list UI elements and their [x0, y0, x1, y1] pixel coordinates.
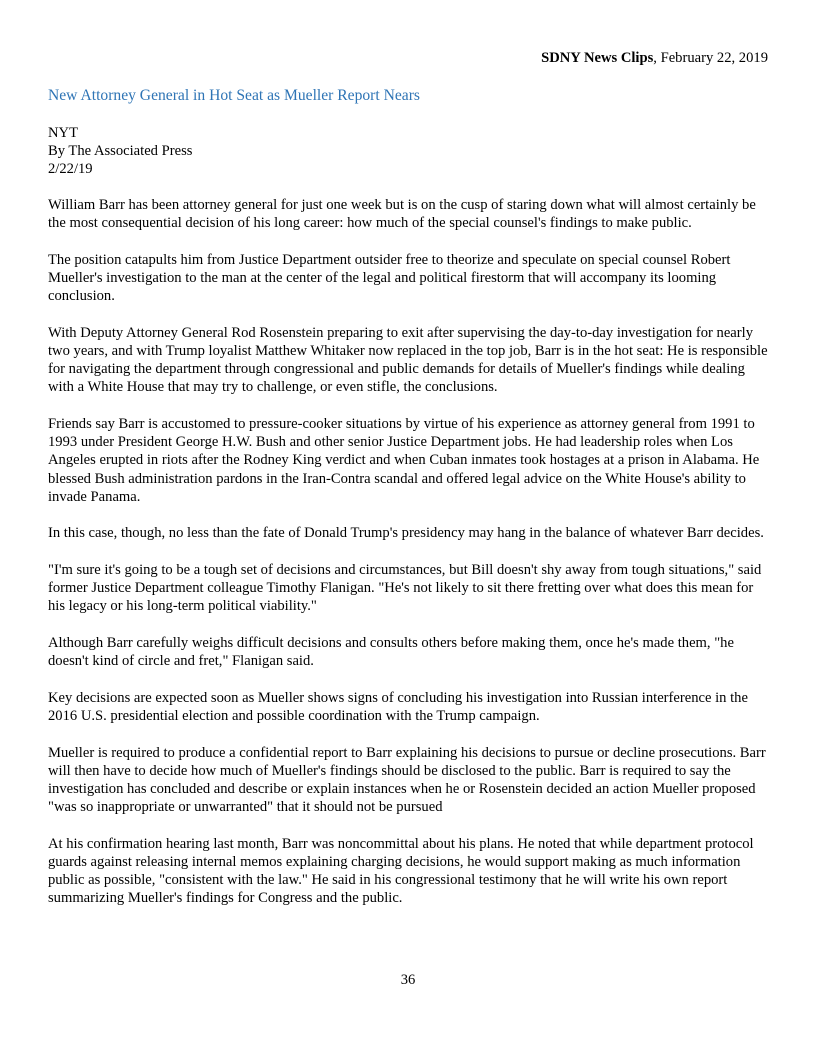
article-byline: By The Associated Press [48, 143, 193, 160]
paragraph: The position catapults him from Justice Department outsider free to theorize and speculate on special counsel Robert Mueller's investigation to the man at the center of the legal and political firestorm that will accompany its looming conclusion. [48, 251, 731, 305]
header-date: , February 22, 2019 [653, 50, 768, 66]
paragraph: Friends say Barr is accustomed to pressure-cooker situations by virtue of his experience as attorney general from 1991 to 1993 under President George H.W. Bush and other senior Justice Department jobs. He had leadership roles when Los Angeles erupted in riots after the Rodney King verdict and when Cuban inmates took hostages at a prison in Alabama. He blessed Bush administration pardons in the Iran-Contra scandal and offered legal advice on the White House's ability to invade Panama. [48, 416, 760, 505]
article-date: 2/22/19 [48, 161, 93, 178]
page-number: 36 [400, 972, 416, 988]
paragraph: Key decisions are expected soon as Mueller shows signs of concluding his investigation into Russian interference in the 2016 U.S. presidential election and possible coordination with the Trump campaign. [48, 689, 748, 724]
paragraph: In this case, though, no less than the fate of Donald Trump's presidency may hang in the balance of whatever Barr decides. [48, 525, 764, 542]
paragraph: William Barr has been attorney general for just one week but is on the cusp of staring down what will almost certainly be the most consequential decision of his long career: how much of the special counsel's findings to make public. [48, 197, 756, 232]
paragraph: With Deputy Attorney General Rod Rosenstein preparing to exit after supervising the day-to-day investigation for nearly two years, and with Trump loyalist Matthew Whitaker now replaced in the top job, Barr is in the hot seat: He is responsible for navigating the department through congressional and public demands for details of Mueller's findings while dealing with a White House that may try to challenge, or even stifle, the conclusions. [48, 324, 768, 396]
page-header [541, 49, 768, 67]
article-meta [48, 124, 192, 179]
article-source: NYT [48, 125, 78, 141]
paragraph: At his confirmation hearing last month, Barr was noncommittal about his plans. He noted that while department protocol guards against releasing internal memos explaining charging decisions, he would support making as much information public as possible, "consistent with the law." He said in his congressional testimony that he will write his own report summarizing Mueller's findings for Congress and the public. [48, 835, 754, 907]
paragraph: "I'm sure it's going to be a tough set of decisions and circumstances, but Bill doesn't shy away from tough situations," said former Justice Department colleague Timothy Flanigan. "He's not likely to sit there fretting over what does this mean for his legacy or his long-term political viability." [48, 562, 762, 615]
paragraph: Although Barr carefully weighs difficult decisions and consults others before making them, once he's made them, "he doesn't kind of circle and fret," Flanigan said. [48, 635, 734, 670]
paragraph: Mueller is required to produce a confidential report to Barr explaining his decisions to pursue or decline prosecutions. Barr will then have to decide how much of Mueller's findings should be disclosed to the public. Barr is required to say the investigation has concluded and describe or explain instances when he or Rosenstein decided an action Mueller proposed "was so inappropriate or unwarranted" that it should not be pursued [48, 744, 766, 816]
article-headline[interactable]: New Attorney General in Hot Seat as Mueller Report Nears [48, 87, 420, 104]
article-body [48, 196, 772, 926]
publication-name: SDNY News Clips [541, 50, 654, 66]
